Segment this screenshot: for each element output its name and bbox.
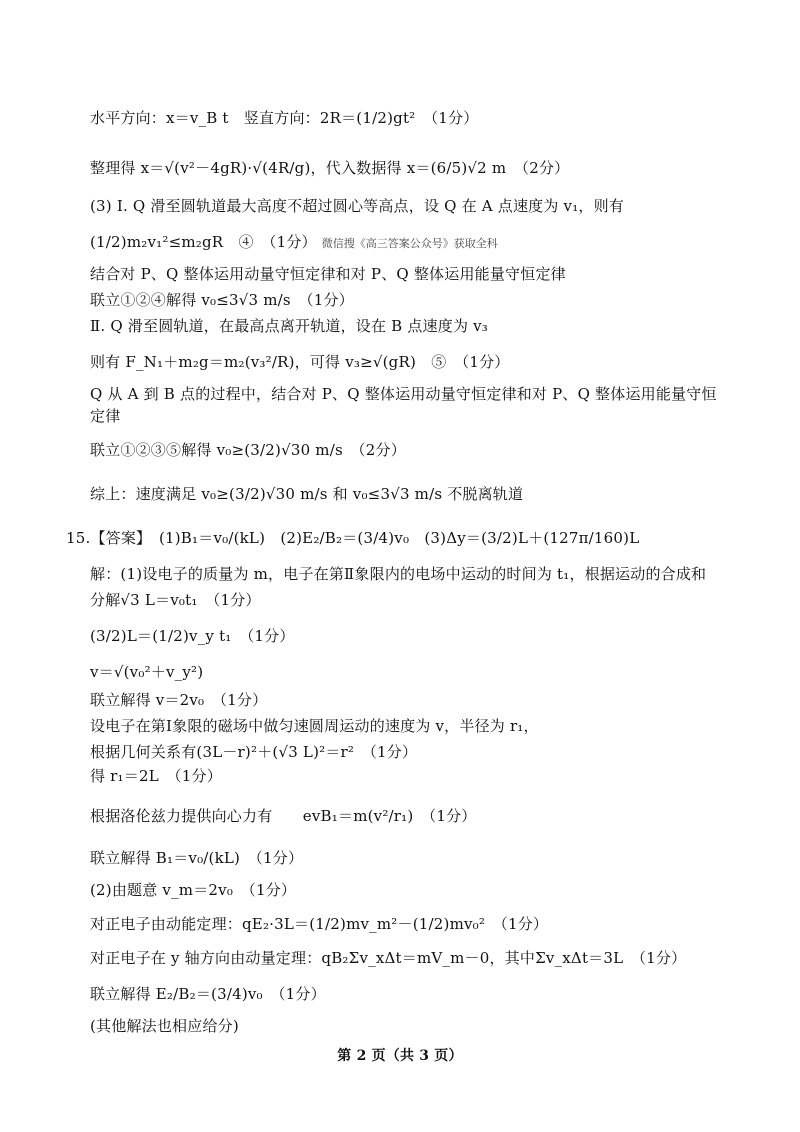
text-line-28: (其他解法也相应给分)	[90, 1017, 239, 1035]
text-line-12: 综上：速度满足 v₀≥(3/2)√30 m/s 和 v₀≤3√3 m/s 不脱离轨道	[90, 485, 524, 503]
text-line-6: 联立①②④解得 v₀≤3√3 m/s （1分）	[90, 291, 354, 309]
text-line-11: 联立①②③⑤解得 v₀≥(3/2)√30 m/s （2分）	[90, 441, 406, 459]
text-line-27: 联立解得 E₂/B₂＝(3/4)v₀ （1分）	[90, 985, 326, 1003]
text-line-9: Q 从 A 到 B 点的过程中，结合对 P、Q 整体运用动量守恒定律和对 P、Q 整体运用能量守恒	[90, 385, 717, 403]
text-line-10: 定律	[90, 407, 121, 425]
text-line-5: 结合对 P、Q 整体运用动量守恒定律和对 P、Q 整体运用能量守恒定律	[90, 265, 566, 283]
watermark-note: 微信搜《高三答案公众号》获取全科	[321, 237, 498, 250]
text-line-21: 得 r₁＝2L （1分）	[90, 767, 222, 785]
page-footer: 第 2 页（共 3 页）	[337, 1048, 463, 1064]
text-line-24: (2)由题意 v_m＝2v₀ （1分）	[90, 881, 297, 899]
text-line-19: 设电子在第Ⅰ象限的磁场中做匀速圆周运动的速度为 v，半径为 r₁，	[90, 717, 539, 735]
text-line-3: (3) Ⅰ. Q 滑至圆轨道最大高度不超过圆心等高点，设 Q 在 A 点速度为 v₁，则有	[90, 197, 625, 215]
text-line-8: 则有 F_N₁＋m₂g＝m₂(v₃²/R)，可得 v₃≥√(gR) ⑤ （1分）	[90, 353, 510, 371]
text-line-2: 整理得 x＝√(v²－4gR)·√(4R/g)，代入数据得 x＝(6/5)√2 m （2分）	[90, 159, 570, 177]
text-line-15: 分解√3 L＝v₀t₁ （1分）	[90, 591, 261, 609]
text-line-23: 联立解得 B₁＝v₀/(kL) （1分）	[90, 849, 304, 867]
text-line-18: 联立解得 v＝2v₀ （1分）	[90, 691, 268, 709]
text-line-4	[90, 232, 498, 254]
text-line-16: (3/2)L＝(1/2)v_y t₁ （1分）	[90, 627, 295, 645]
text-line-26: 对正电子在 y 轴方向由动量定理：qB₂Σv_xΔt＝mV_m－0，其中Σv_xΔt＝3L （1分）	[90, 949, 687, 967]
text-line-25: 对正电子由动能定理：qE₂·3L＝(1/2)mv_m²－(1/2)mv₀² （1分）	[90, 915, 549, 933]
text-line-1: 水平方向：x＝v_B t 竖直方向：2R＝(1/2)gt² （1分）	[90, 109, 479, 127]
text-line-20: 根据几何关系有(3L－r)²＋(√3 L)²＝r² （1分）	[90, 743, 418, 761]
formula-4: (1/2)m₂v₁²≤m₂gR ④ （1分）	[90, 233, 317, 251]
text-line-14: 解：(1)设电子的质量为 m，电子在第Ⅱ象限内的电场中运动的时间为 t₁，根据运动的合成和	[90, 565, 707, 583]
text-line-7: Ⅱ. Q 滑至圆轨道，在最高点离开轨道，设在 B 点速度为 v₃	[90, 317, 489, 335]
text-line-17: v＝√(v₀²＋v_y²)	[90, 663, 204, 681]
answer-heading-15: 15.【答案】 (1)B₁＝v₀/(kL) (2)E₂/B₂＝(3/4)v₀ (3)Δy＝(3/2)L＋(127π/160)L	[66, 529, 640, 547]
text-line-22: 根据洛伦兹力提供向心力有 evB₁＝m(v²/r₁) （1分）	[90, 807, 477, 825]
